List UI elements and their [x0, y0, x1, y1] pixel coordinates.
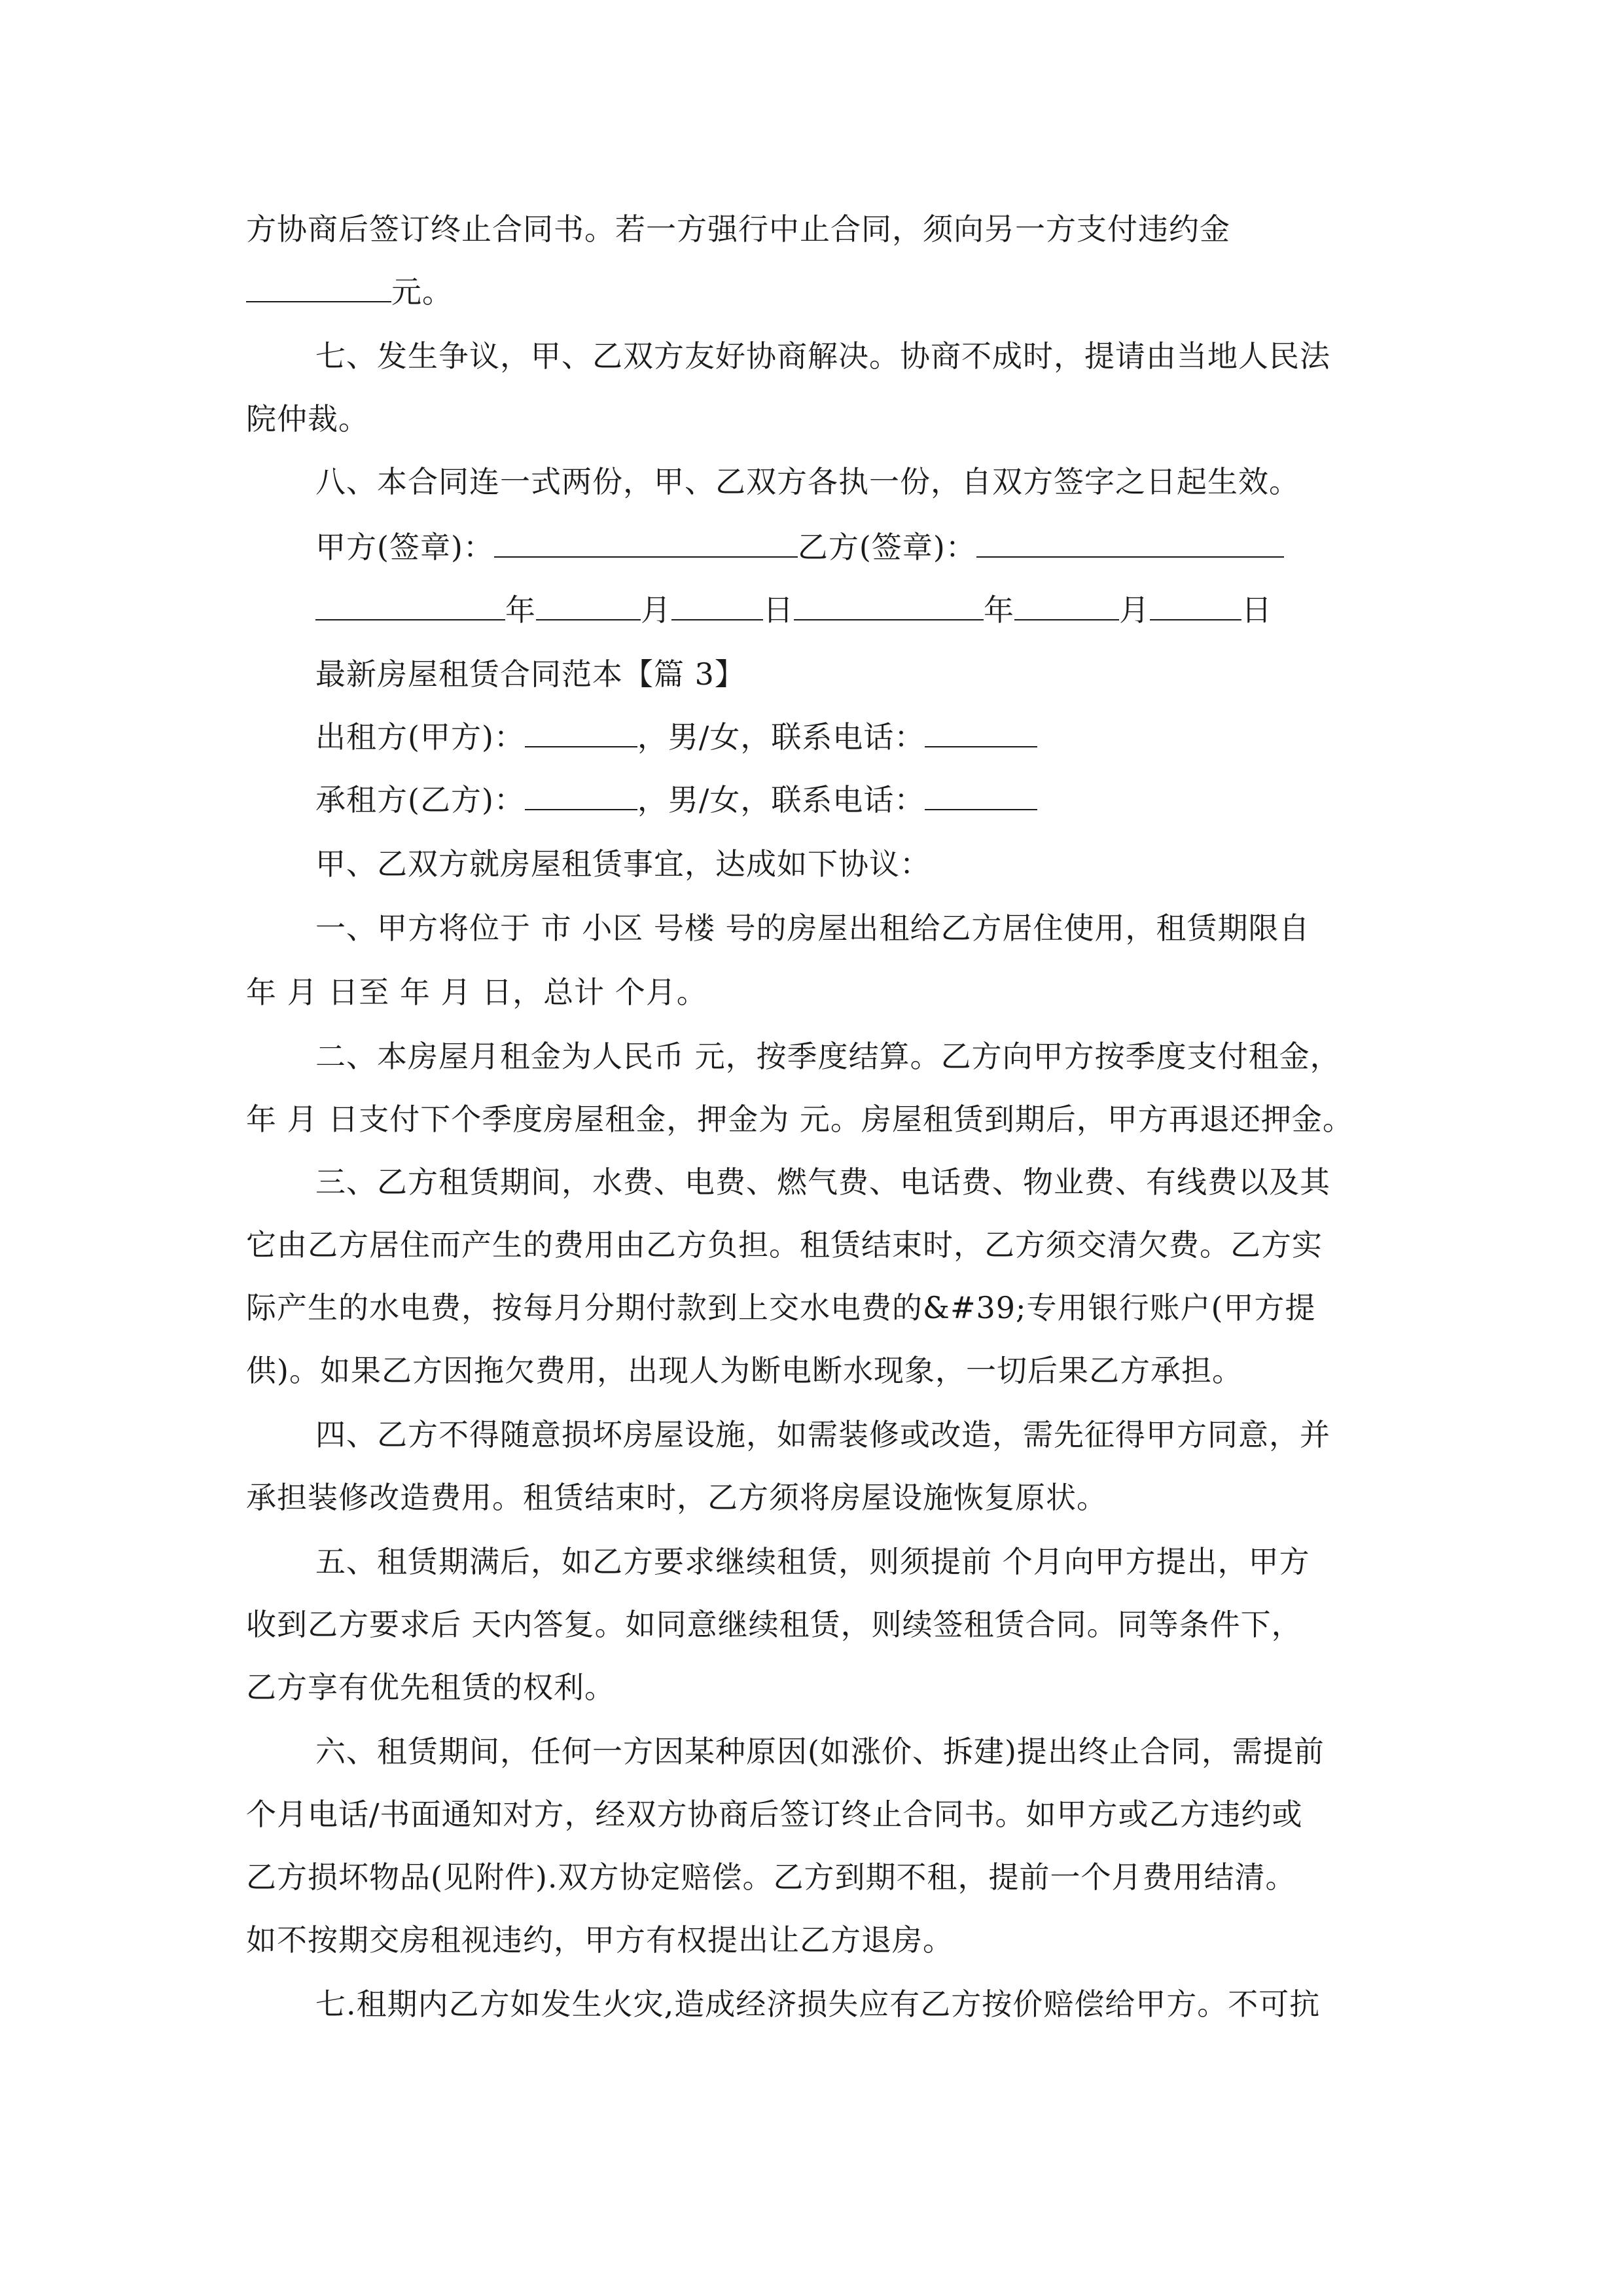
day-label: 日 [1241, 592, 1272, 628]
text-line: 承担装修改造费用。租赁结束时，乙方须将房屋设施恢复原状。 [246, 1480, 1107, 1515]
agreement-intro: 甲、乙双方就房屋租赁事宜，达成如下协议： [315, 846, 931, 882]
signature-date-line [315, 590, 1272, 630]
text-line: 个月电话/书面通知对方，经双方协商后签订终止合同书。如甲方或乙方违约或 [246, 1797, 1303, 1832]
month-label: 月 [1119, 592, 1150, 628]
text-line: 供)。如果乙方因拖欠费用，出现人为断电断水现象，一切后果乙方承担。 [246, 1353, 1243, 1388]
lessee-label: 承租方(乙方)： [315, 782, 525, 817]
clause-2-rent: 二、本房屋月租金为人民币 元，按季度结算。乙方向甲方按季度支付租金， [315, 1039, 1341, 1074]
penalty-amount-unit: 元。 [391, 274, 453, 310]
lessor-line [315, 717, 1037, 757]
penalty-amount-line [246, 272, 453, 312]
lessee-line [315, 780, 1037, 819]
date-blank [536, 593, 641, 620]
section-heading: 最新房屋租赁合同范本【篇 3】 [315, 656, 745, 692]
clause-4-facilities: 四、乙方不得随意损坏房屋设施，如需装修或改造，需先征得甲方同意，并 [315, 1417, 1330, 1452]
clause-1-location: 一、甲方将位于 市 小区 号楼 号的房屋出租给乙方居住使用，租赁期限自 [315, 910, 1310, 946]
date-blank [794, 593, 984, 620]
text-line: 年 月 日支付下个季度房屋租金，押金为 元。房屋租赁到期后，甲方再退还押金。 [246, 1102, 1353, 1137]
text-line: 院仲裁。 [246, 401, 369, 437]
text-line: 如不按期交房租视违约，甲方有权提出让乙方退房。 [246, 1922, 954, 1958]
lessor-name-blank [525, 720, 637, 747]
clause-6-termination: 六、租赁期间，任何一方因某种原因(如涨价、拆建)提出终止合同，需提前 [315, 1734, 1325, 1769]
party-b-signature-label: 乙方(签章)： [797, 529, 976, 565]
month-label: 月 [641, 592, 671, 628]
lessee-phone-blank [925, 783, 1037, 810]
party-a-signature-label: 甲方(签章)： [315, 529, 494, 565]
penalty-amount-blank [246, 275, 391, 302]
lessee-gender-phone-label: ，男/女，联系电话： [637, 782, 925, 817]
clause-5-renewal: 五、租赁期满后，如乙方要求继续租赁，则须提前 个月向甲方提出，甲方 [315, 1544, 1310, 1579]
party-a-signature-blank [494, 530, 798, 558]
text-line: 年 月 日至 年 月 日，总计 个月。 [246, 975, 707, 1010]
clause-7-fire: 七.租期内乙方如发生火灾,造成经济损失应有乙方按价赔偿给甲方。不可抗 [315, 1986, 1321, 2022]
text-line: 乙方享有优先租赁的权利。 [246, 1670, 615, 1705]
text-line: 它由乙方居住而产生的费用由乙方负担。租赁结束时，乙方须交清欠费。乙方实 [246, 1227, 1323, 1263]
lessor-phone-blank [925, 720, 1037, 747]
year-label: 年 [505, 592, 536, 628]
date-blank [671, 593, 763, 620]
date-blank [1014, 593, 1119, 620]
clause-3-fees: 三、乙方租赁期间，水费、电费、燃气费、电话费、物业费、有线费以及其 [315, 1164, 1330, 1200]
party-b-signature-blank [976, 530, 1284, 558]
text-line: 收到乙方要求后 天内答复。如同意继续租赁，则续签租赁合同。同等条件下， [246, 1607, 1302, 1642]
date-blank [315, 593, 505, 620]
year-label: 年 [984, 592, 1014, 628]
day-label: 日 [763, 592, 794, 628]
text-line: 际产生的水电费，按每月分期付款到上交水电费的&#39;专用银行账户(甲方提 [246, 1290, 1316, 1325]
lessee-name-blank [525, 783, 637, 810]
clause-8-copies: 八、本合同连一式两份，甲、乙双方各执一份，自双方签字之日起生效。 [315, 464, 1300, 499]
clause-7-dispute: 七、发生争议，甲、乙双方友好协商解决。协商不成时，提请由当地人民法 [315, 338, 1330, 374]
signature-line [315, 528, 1284, 567]
date-blank [1150, 593, 1241, 620]
lessor-label: 出租方(甲方)： [315, 719, 525, 755]
lessor-gender-phone-label: ，男/女，联系电话： [637, 719, 925, 755]
text-line: 乙方损坏物品(见附件).双方协定赔偿。乙方到期不租，提前一个月费用结清。 [246, 1859, 1296, 1895]
text-line: 方协商后签订终止合同书。若一方强行中止合同，须向另一方支付违约金 [246, 211, 1230, 247]
